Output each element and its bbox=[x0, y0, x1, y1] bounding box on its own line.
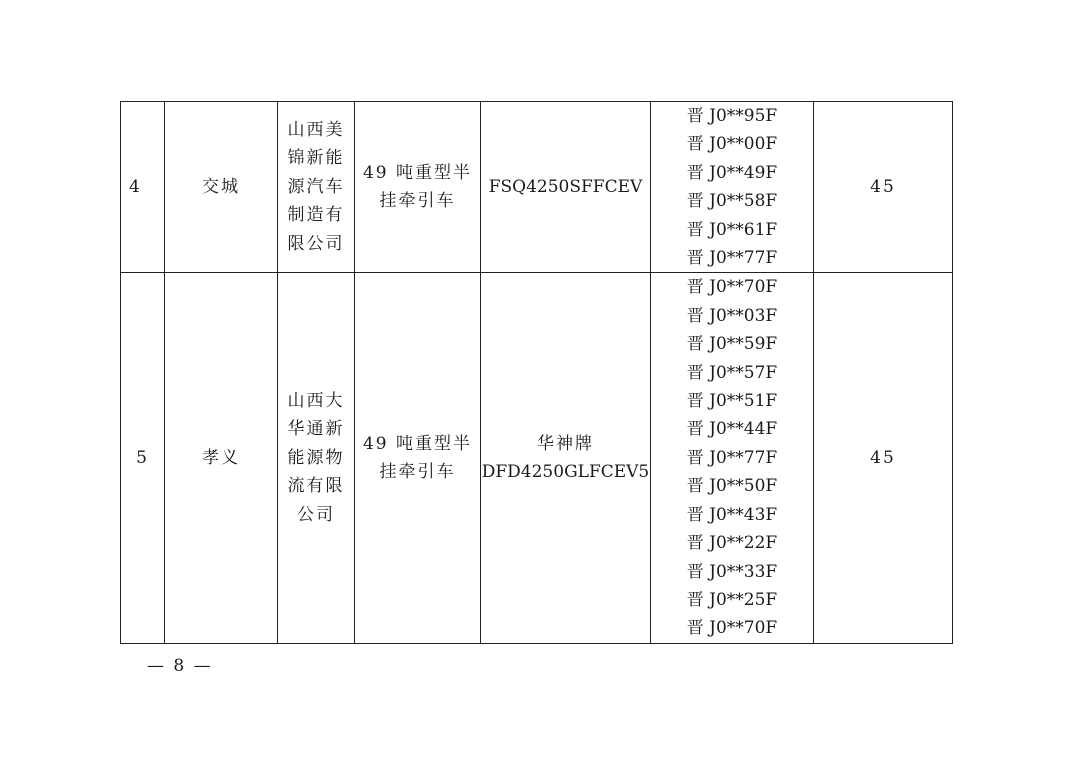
company-line: 制造有 bbox=[287, 205, 345, 226]
plate-number: 晋 J0**77F bbox=[686, 248, 778, 269]
vehicle-type-line: 挂牵引车 bbox=[379, 191, 456, 212]
company-line: 能源物 bbox=[287, 447, 345, 468]
plate-number: 晋 J0**51F bbox=[686, 391, 778, 412]
company-line: 流有限 bbox=[287, 476, 345, 497]
plate-number: 晋 J0**50F bbox=[686, 476, 778, 497]
plate-number: 晋 J0**57F bbox=[686, 362, 778, 383]
plate-number: 晋 J0**33F bbox=[686, 561, 778, 582]
company-line: 公司 bbox=[297, 504, 335, 525]
plate-number: 晋 J0**58F bbox=[686, 191, 778, 212]
model-cell bbox=[481, 273, 651, 643]
company-line: 锦新能 bbox=[287, 148, 345, 169]
plate-number: 晋 J0**77F bbox=[686, 447, 778, 468]
vehicle-type-line: 49 吨重型半 bbox=[362, 162, 473, 183]
plate-number: 晋 J0**49F bbox=[686, 162, 778, 183]
company-cell bbox=[278, 102, 355, 273]
model-cell bbox=[481, 102, 651, 273]
page-number: — 8 — bbox=[147, 656, 213, 676]
company-line: 华通新 bbox=[287, 419, 345, 440]
city-cell: 孝义 bbox=[165, 273, 278, 643]
plate-number: 晋 J0**59F bbox=[686, 334, 778, 355]
plate-number: 晋 J0**00F bbox=[686, 134, 778, 155]
plate-number: 晋 J0**95F bbox=[686, 106, 778, 126]
city-cell: 交城 bbox=[165, 102, 278, 273]
vehicle-type-cell bbox=[355, 273, 481, 643]
plate-number: 晋 J0**22F bbox=[686, 533, 778, 554]
plate-number: 晋 J0**03F bbox=[686, 305, 778, 326]
vehicle-type-cell bbox=[355, 102, 481, 273]
company-line: 源汽车 bbox=[287, 176, 345, 197]
plate-number: 晋 J0**61F bbox=[686, 219, 778, 240]
row-index: 4 bbox=[121, 102, 165, 273]
table-row bbox=[121, 102, 953, 273]
plate-number: 晋 J0**70F bbox=[686, 277, 778, 298]
company-cell bbox=[278, 273, 355, 643]
count-cell: 45 bbox=[814, 273, 953, 643]
plates-cell bbox=[651, 273, 814, 643]
company-line: 山西大 bbox=[287, 390, 345, 411]
vehicle-type-line: 49 吨重型半 bbox=[362, 433, 473, 454]
model-line: FSQ4250SFFCEV bbox=[488, 176, 643, 197]
model-line: 华神牌 bbox=[537, 433, 594, 454]
vehicle-table bbox=[120, 101, 953, 644]
model-line: DFD4250GLFCEV5 bbox=[481, 462, 650, 483]
row-index: 5 bbox=[121, 273, 165, 643]
table-row bbox=[121, 273, 953, 643]
vehicle-type-line: 挂牵引车 bbox=[379, 462, 456, 483]
plate-number: 晋 J0**25F bbox=[686, 589, 778, 610]
plate-number: 晋 J0**70F bbox=[686, 618, 778, 639]
plate-number: 晋 J0**44F bbox=[686, 419, 778, 440]
company-line: 山西美 bbox=[287, 119, 345, 140]
count-cell: 45 bbox=[814, 102, 953, 273]
company-line: 限公司 bbox=[287, 233, 345, 254]
plates-cell bbox=[651, 102, 814, 273]
plate-number: 晋 J0**43F bbox=[686, 504, 778, 525]
